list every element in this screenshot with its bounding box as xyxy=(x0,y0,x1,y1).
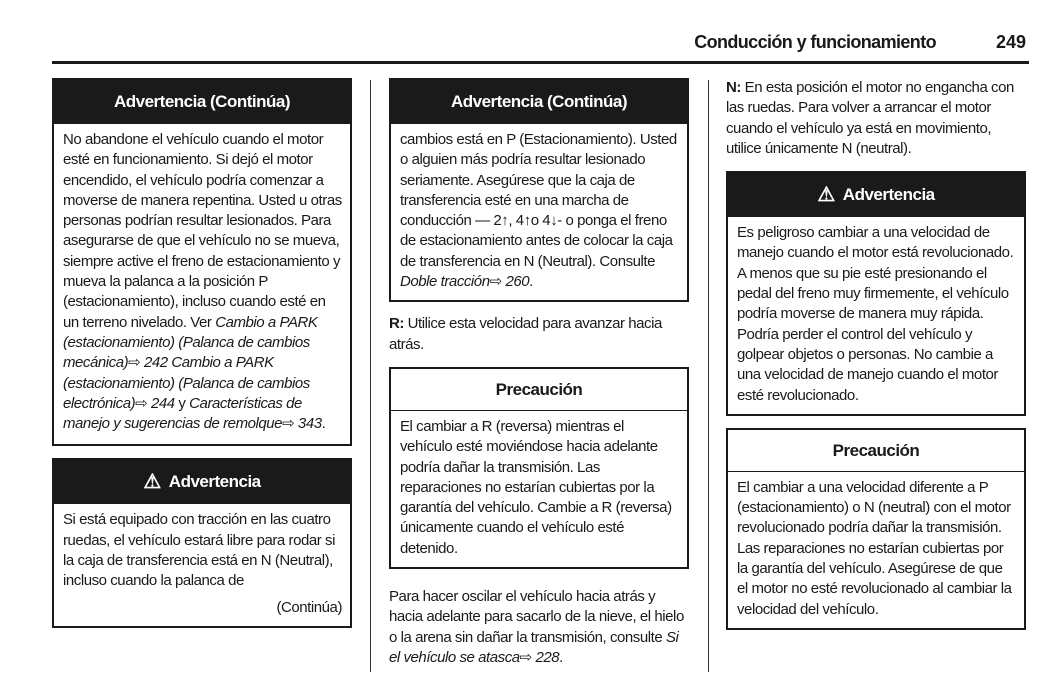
column-3 xyxy=(726,78,1026,642)
column-divider xyxy=(370,80,371,672)
warning-body: Es peligroso cambiar a una velocidad de manejo cuando el motor está revolucionado. A menos que su pie esté presionando el pedal del freno muy firmemente, el vehículo podría moverse de manera muy rápida. Podría perder el control del vehículo y golpear objetos o personas. No cambie a una velocidad de manejo cuando el motor esté revolucionado. xyxy=(737,224,1014,404)
warning-text: No abandone el vehículo cuando el motor esté en funcionamiento. Si dejó el motor encendido, el vehículo podría comenzar a moverse de manera repentina. Usted u otras personas podrían resultar lesionados. Para asegurarse de que el vehículo no se mueva, siempre active el freno de estacionamiento y mueva la palanca a la posición P (estacionamiento), incluso cuando esté en un terreno nivelado. Ver xyxy=(63,131,342,331)
rocking-paragraph: Para hacer oscilar el vehículo hacia atrás y hacia adelante para sacarlo de la nieve, el hielo o la arena sin dañar la transmisión, consulte Si el vehículo se atasca⇨ 228. xyxy=(389,588,684,666)
warning-title: Advertencia (Continúa) xyxy=(391,80,687,124)
caution-box xyxy=(389,367,689,569)
gear-description: En esta posición el motor no engancha con las ruedas. Para volver a arrancar el motor cuando el vehículo ya está en movimiento, utilice únicamente N (neutral). xyxy=(726,79,1014,157)
continues-label: (Continúa) xyxy=(276,598,342,616)
warning-title: Advertencia xyxy=(168,472,261,492)
column-divider xyxy=(708,80,709,672)
column-2 xyxy=(389,78,689,680)
caution-title: Precaución xyxy=(728,430,1024,472)
ref-page: 242 xyxy=(144,354,168,372)
caution-title: Precaución xyxy=(391,369,687,411)
warning-icon: ⚠ xyxy=(143,471,161,494)
warning-box xyxy=(726,171,1026,416)
gear-label: R: xyxy=(389,315,404,333)
paragraph-text: Para hacer oscilar el vehículo hacia atrás y hacia adelante para sacarlo de la nieve, el hielo o la arena sin dañar la transmisión, consulte xyxy=(389,588,684,646)
warning-title: Advertencia (Continúa) xyxy=(54,80,350,124)
warning-icon: ⚠ xyxy=(817,184,835,207)
column-1 xyxy=(52,78,352,640)
neutral-paragraph xyxy=(726,78,1026,159)
ref-arrow-icon: ⇨ xyxy=(489,273,502,291)
warning-text: Si está equipado con tracción en las cuatro ruedas, el vehículo estará libre para rodar si la caja de transferencia está en N (Neutral), incluso cuando la palanca de xyxy=(63,511,335,590)
ref-page: 260 xyxy=(505,273,530,291)
ref-link[interactable]: Cambio a PARK (estacionamiento) (Palanca de cambios mecánica) xyxy=(63,313,318,372)
warning-header xyxy=(54,460,350,504)
ref-arrow-icon: ⇨ xyxy=(135,394,148,412)
ref-arrow-icon: ⇨ xyxy=(282,415,295,433)
caution-box xyxy=(726,428,1026,630)
warning-box-continued xyxy=(52,78,352,446)
header-rule xyxy=(52,61,1029,64)
warning-body: cambios está en P (Estacionamiento). Usted o alguien más podría resultar lesionado seriamente. Asegúrese que la caja de transferencia esté en una marcha de conducción — 2↑, 4↑o 4↓- o ponga el freno de estacionamiento antes de colocar la caja de transferencia en N (Neutral). Consulte Doble tracción⇨ 260. xyxy=(400,131,677,291)
warning-body xyxy=(54,504,350,625)
warning-title: Advertencia xyxy=(842,185,935,205)
caution-body: El cambiar a R (reversa) mientras el vehículo esté moviéndose hacia adelante podría dañar la transmisión. Las reparaciones no estarían cubiertas por la garantía del vehículo. Cambie a R (reversa) únicamente cuando el vehículo esté detenido. xyxy=(400,417,672,557)
ref-link[interactable]: Características de manejo y sugerencias de remolque xyxy=(63,394,302,433)
ref-link[interactable]: Doble tracción xyxy=(400,273,490,291)
conjunction: y xyxy=(178,394,186,412)
gear-label: N: xyxy=(726,79,741,96)
warning-text: cambios está en P (Estacionamiento). Usted o alguien más podría resultar lesionado seriamente. Asegúrese que la caja de transferencia esté en una marcha de conducción — 2↑, 4↑o 4↓- o ponga el freno de estacionamiento antes de colocar la caja de transferencia en N (Neutral). Consulte xyxy=(400,131,677,270)
ref-link[interactable]: Cambio a PARK (estacionamiento) (Palanca de cambios electrónica) xyxy=(63,354,310,412)
gear-description: Utilice esta velocidad para avanzar hacia atrás. xyxy=(389,315,662,353)
warning-body: No abandone el vehículo cuando el motor esté en funcionamiento. Si dejó el motor encendido, el vehículo podría comenzar a moverse de manera repentina. Usted u otras personas podrían resultar lesionados. Para asegurarse de que el vehículo no se mueva, siempre active el freno de estacionamiento y mueva la palanca a la posición P (estacionamiento), incluso cuando esté en un terreno nivelado. Ver Cambio a PARK (estacionamiento) (Palanca de cambios mecánica)⇨ 242 Cambio a PARK (estacionamiento) (Palanca de cambios electrónica)⇨ 244 y Características de manejo y sugerencias de remolque⇨ 343. xyxy=(63,131,342,433)
running-header-title: Conducción y funcionamiento xyxy=(694,32,936,52)
warning-box xyxy=(52,458,352,627)
ref-page: 244 xyxy=(150,394,175,412)
ref-page: 228 xyxy=(535,648,560,666)
ref-arrow-icon: ⇨ xyxy=(519,648,532,666)
ref-link[interactable]: Si el vehículo se atasca xyxy=(389,628,679,666)
page-number: 249 xyxy=(995,32,1026,52)
reverse-paragraph xyxy=(389,314,689,355)
ref-page: 343 xyxy=(297,415,322,433)
warning-box-continued xyxy=(389,78,689,302)
caution-body: El cambiar a una velocidad diferente a P (estacionamiento) o N (neutral) con el motor revolucionado podría dañar la transmisión. Las reparaciones no estarían cubiertas por la garantía del vehículo. Asegúrese de que el motor no esté revolucionado al cambiar la velocidad del vehículo. xyxy=(737,478,1012,618)
warning-header xyxy=(728,173,1024,217)
ref-arrow-icon: ⇨ xyxy=(128,354,141,372)
